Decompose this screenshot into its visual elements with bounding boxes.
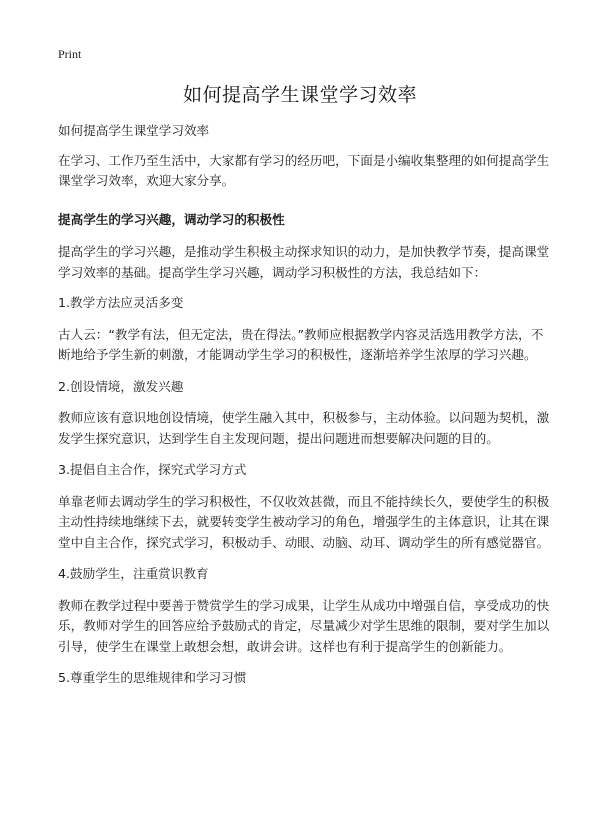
point-heading-4: 4.鼓励学生，注重赏识教育: [58, 566, 209, 581]
intro-paragraph: 在学习、工作乃至生活中，大家都有学习的经历吧，下面是小编收集整理的如何提高学生课堂学习效率，欢迎大家分享。: [58, 152, 550, 188]
print-link[interactable]: Print: [58, 47, 82, 61]
point-heading-2: 2.创设情境，激发兴趣: [58, 378, 184, 394]
article-body: [58, 121, 550, 700]
point-heading-1: 1.教学方法应灵活多变: [58, 295, 184, 310]
article-subtitle: 如何提高学生课堂学习效率: [58, 123, 210, 138]
point-body-2: 教师应该有意识地创设情境，使学生融入其中，积极参与，主动体验。以问题为契机，激发学生探究意识，达到学生自主发现问题，提出问题进而想要解决问题的目的。: [58, 410, 550, 446]
point-heading-3: 3.提倡自主合作，探究式学习方式: [58, 462, 247, 477]
section-heading: 提高学生的学习兴趣，调动学习的积极性: [58, 211, 285, 227]
summary-paragraph: 提高学生的学习兴趣，是推动学生积极主动探求知识的动力，是加快教学节奏，提高课堂学习效率的基础。提高学生学习兴趣，调动学习积极性的方法，我总结如下：: [58, 244, 550, 280]
point-body-1: 古人云：“教学有法，但无定法，贵在得法。”教师应根据教学内容灵活选用教学方法，不断地给予学生新的刺激，才能调动学生学习的积极性，逐渐培养学生浓厚的学习兴趣。: [58, 326, 544, 362]
point-body-4: 教师在教学过程中要善于赞赏学生的学习成果，让学生从成功中增强自信，享受成功的快乐，教师对学生的回答应给予鼓励式的肯定，尽量减少对学生思维的限制，要对学生加以引导，使学生在课堂上敢想会想，敢讲会讲。这样也有利于提高学生的创新能力。: [58, 597, 550, 654]
page-title: 如何提高学生课堂学习效率: [182, 84, 417, 106]
point-heading-5: 5.尊重学生的思维规律和学习习惯: [58, 670, 247, 685]
point-body-3: 单靠老师去调动学生的学习积极性，不仅收效甚微，而且不能持续长久，要使学生的积极主动性持续地继续下去，就要转变学生被动学习的角色，增强学生的主体意识，让其在课堂中自主合作，探究式学习，积极动手、动眼、动脑、动耳、调动学生的所有感觉器官。: [58, 493, 550, 550]
